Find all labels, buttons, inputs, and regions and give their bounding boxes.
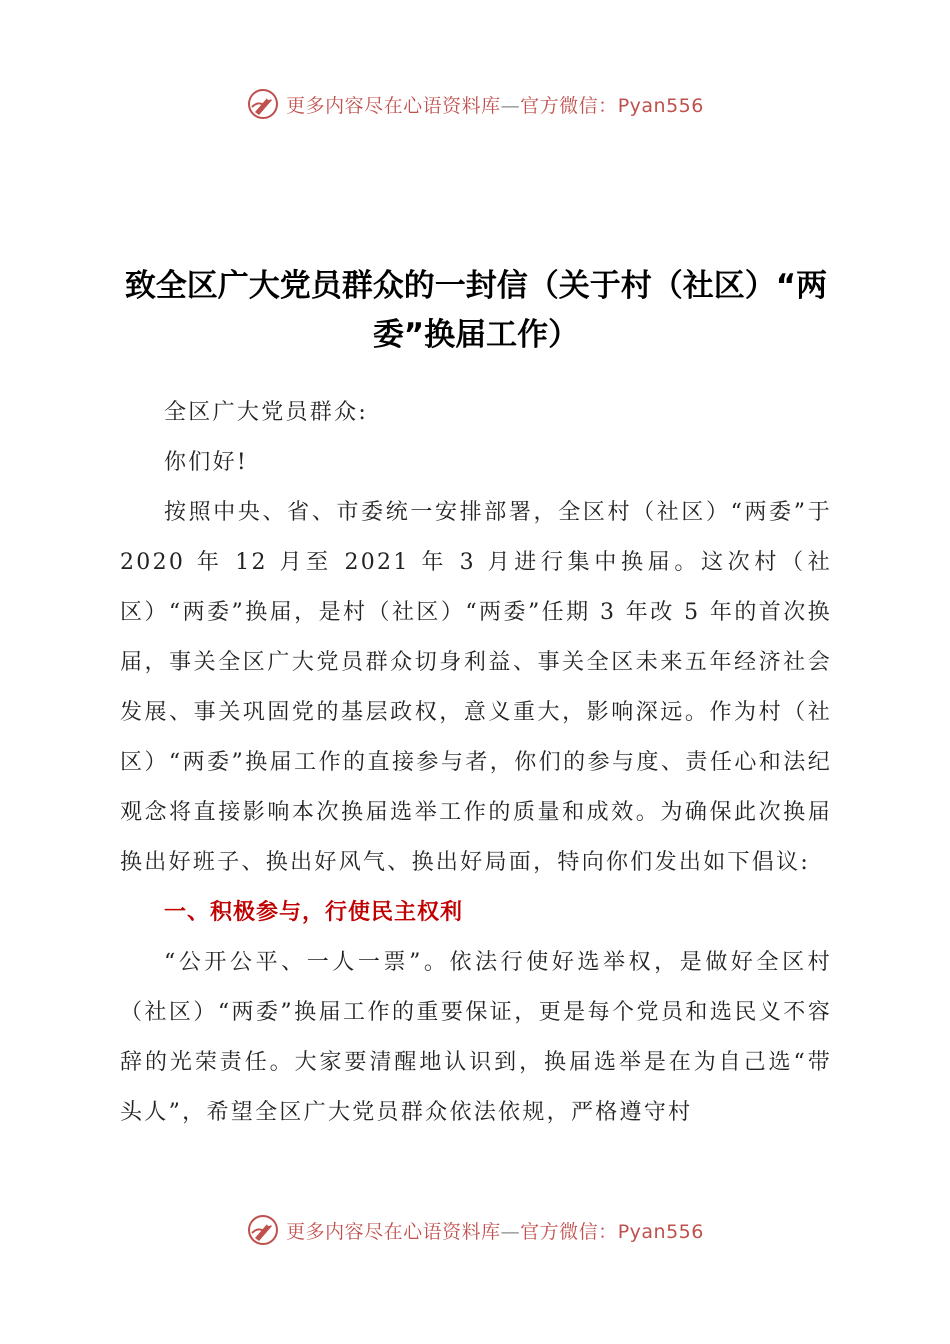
watermark-text: 更多内容尽在心语资料库—官方微信：Pyan556 [286, 1220, 704, 1243]
section-heading: 一、积极参与，行使民主权利 [164, 900, 464, 925]
pen-nib-logo-icon [246, 1213, 280, 1247]
pen-nib-logo-icon [246, 87, 280, 121]
greeting: 你们好! [164, 450, 249, 475]
paragraph: 按照中央、省、市委统一安排部署，全区村（社区）“两委”于 2020 年 12 月至 2021 年 3 月进行集中换届。这次村（社区）“两委”换届，是村（社区）“两委”任期 3 年改 5 年的首次换届，事关全区广大党员群众切身利益、事关全区未来五年经济社会发展、事关巩固党的基层政权，意义重大，影响深远。作为村（社区）“两委”换届工作的直接参与者，你们的参与度、责任心和法纪观念将直接影响本次换届选举工作的质量和成效。为确保此次换届换出好班子、换出好风气、换出好局面，特向你们发出如下倡议: [120, 500, 832, 875]
footer-watermark [0, 1210, 950, 1250]
paragraph: “公开公平、一人一票”。依法行使好选举权，是做好全区村（社区）“两委”换届工作的重要保证，更是每个党员和选民义不容辞的光荣责任。大家要清醒地认识到，换届选举是在为自己选“带头人”，希望全区广大党员群众依法依规，严格遵守村 [120, 950, 832, 1125]
salutation: 全区广大党员群众: [164, 400, 369, 425]
header-watermark [0, 84, 950, 124]
document-title: 致全区广大党员群众的一封信（关于村（社区）“两委”换届工作） [124, 268, 828, 353]
watermark-text: 更多内容尽在心语资料库—官方微信：Pyan556 [286, 94, 704, 117]
document-body [120, 388, 832, 1138]
